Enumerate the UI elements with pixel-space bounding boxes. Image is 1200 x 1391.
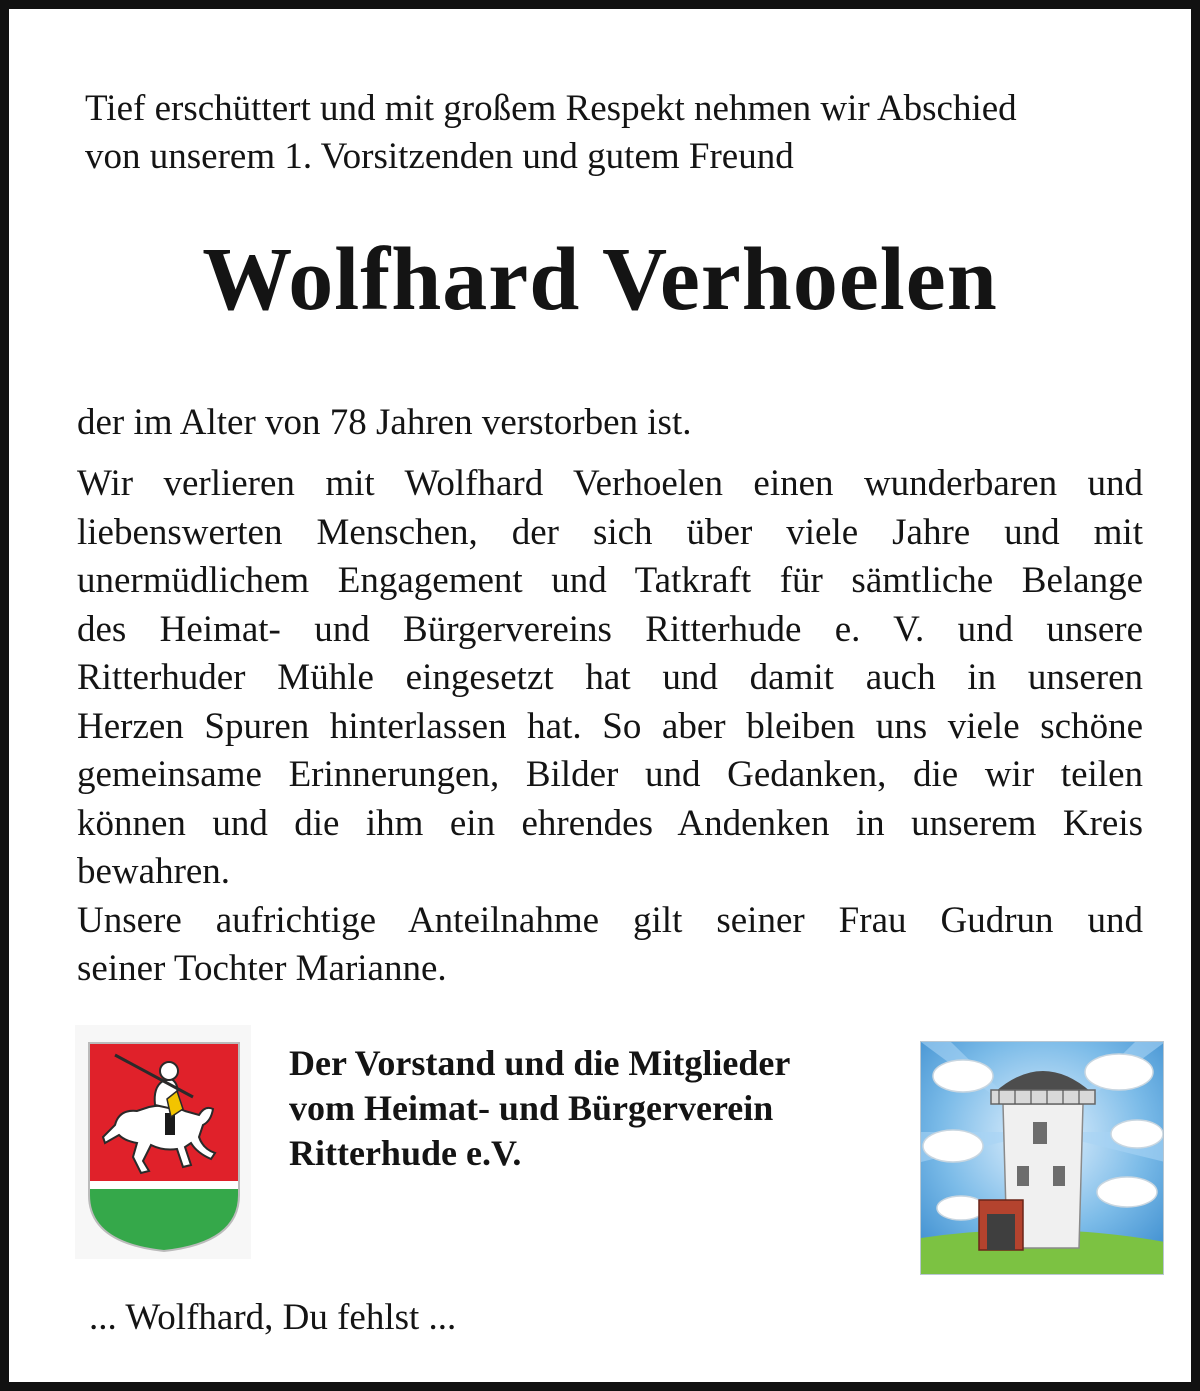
body-text (77, 460, 1143, 994)
body-line: gemeinsame Erinnerungen, Bilder und Gedanken, die wir teilen (77, 754, 1143, 795)
deceased-name: Wolfhard Verhoelen (202, 230, 998, 329)
body-line: Ritterhuder Mühle eingesetzt hat und damit auch in unseren (77, 657, 1143, 698)
signature-line-2: vom Heimat- und Bürgerverein (289, 1088, 774, 1128)
body-line: bewahren. (77, 851, 231, 892)
signature-line-1: Der Vorstand und die Mitglieder (289, 1043, 791, 1083)
body-line: können und die ihm ein ehrendes Andenken in unserem Kreis (77, 802, 1143, 844)
body-line: Wir verlieren mit Wolfhard Verhoelen einen wunderbaren und (77, 463, 1143, 504)
signature-line-3: Ritterhude e.V. (289, 1133, 522, 1173)
age-statement: der im Alter von 78 Jahren verstorben ist. (77, 402, 692, 443)
body-line: liebenswerten Menschen, der sich über viele Jahre und mit (77, 511, 1143, 553)
body-line: seiner Tochter Marianne. (77, 948, 447, 989)
body-line: Herzen Spuren hinterlassen hat. So aber bleiben uns viele schöne (77, 705, 1143, 747)
signature-block (289, 1041, 790, 1176)
coat-of-arms-icon (75, 1025, 251, 1259)
body-line: unermüdlichem Engagement und Tatkraft für sämtliche Belange (77, 560, 1143, 601)
intro-line-1: Tief erschüttert und mit großem Respekt nehmen wir Abschied (85, 88, 1017, 129)
intro-line-2: von unserem 1. Vorsitzenden und gutem Freund (85, 136, 794, 177)
body-line: Unsere aufrichtige Anteilnahme gilt seiner Frau Gudrun und (77, 899, 1143, 941)
mill-tower-icon (920, 1041, 1164, 1275)
body-line: des Heimat- und Bürgervereins Ritterhude e. V. und unsere (77, 608, 1143, 650)
closing-line: ... Wolfhard, Du fehlst ... (89, 1297, 457, 1338)
intro-text (85, 85, 1165, 181)
